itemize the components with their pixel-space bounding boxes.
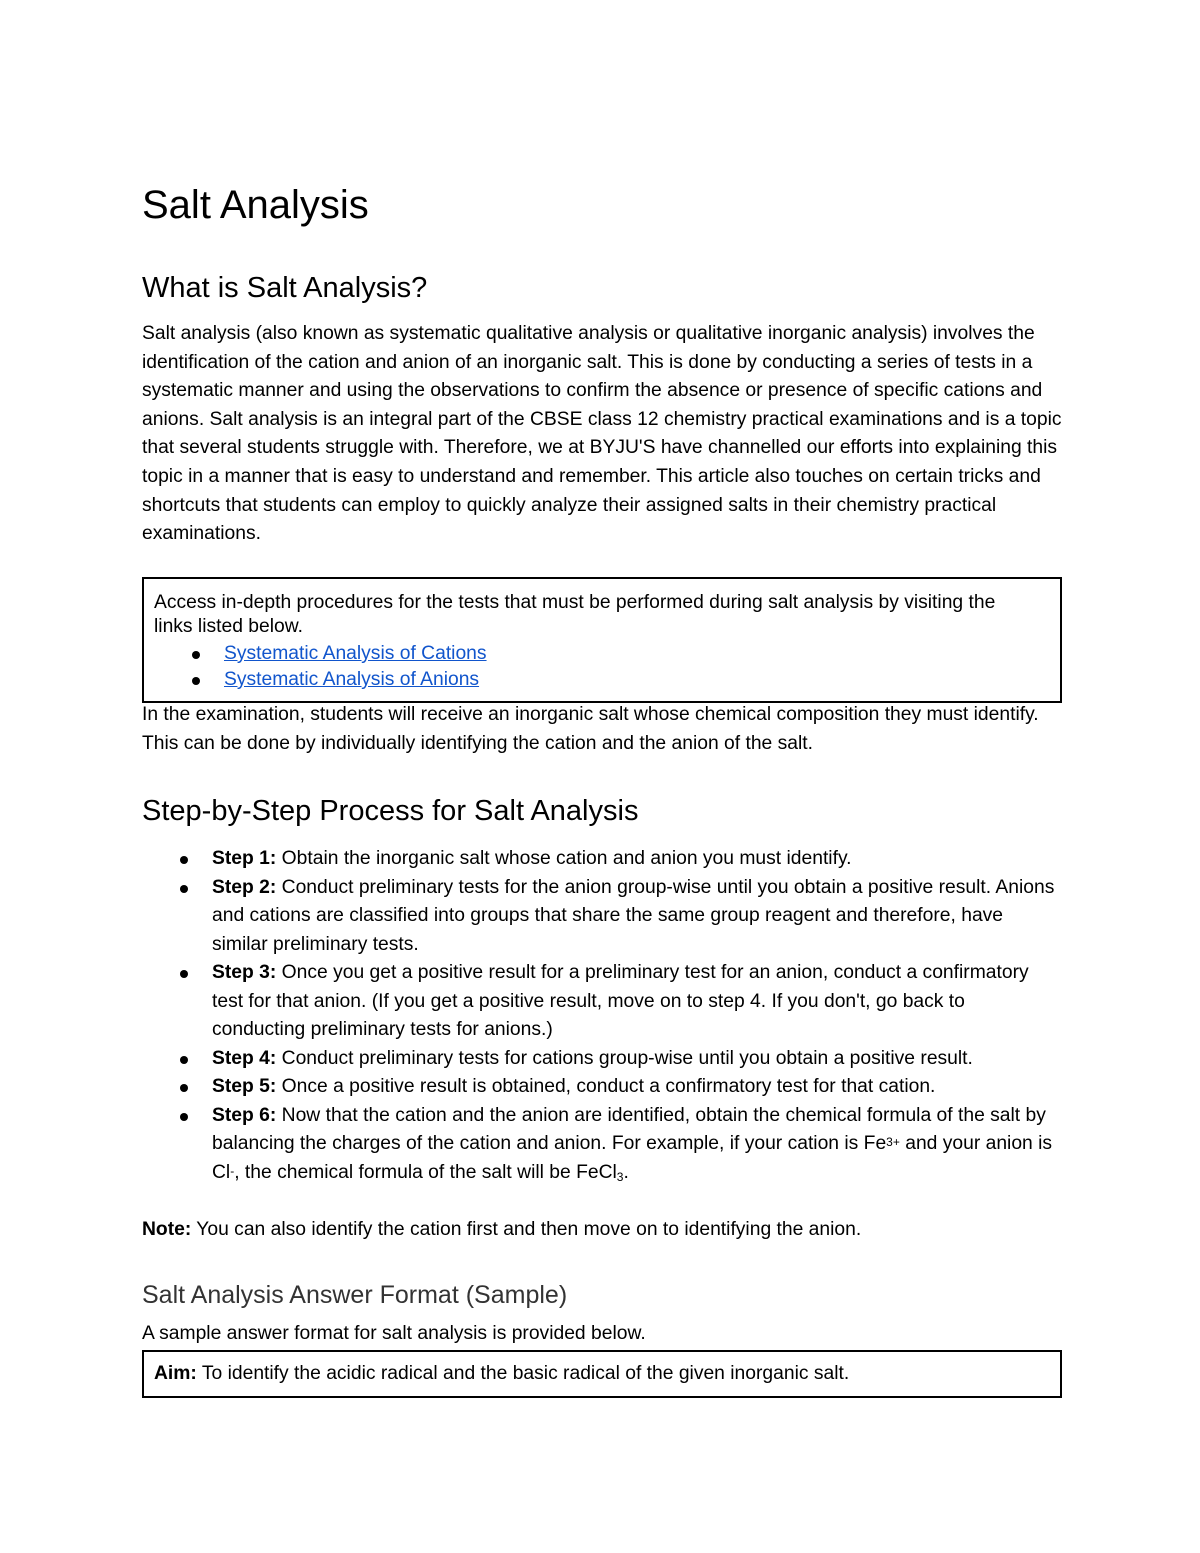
step-text: Conduct preliminary tests for cations group-wise until you obtain a positive result. (276, 1047, 973, 1069)
step-text: and your anion is Cl (212, 1133, 1053, 1183)
aim-text: To identify the acidic radical and the basic radical of the given inorganic salt. (196, 1363, 850, 1384)
list-item (154, 667, 487, 693)
list-item (142, 874, 1062, 960)
bullet-icon (180, 885, 188, 893)
step-label: Step 3: (212, 962, 277, 983)
step-text: Conduct preliminary tests for the anion group-wise until you obtain a positive result. Anions and cations are classified into groups that share the same group reagent and therefore, have similar preliminary tests. (212, 876, 1055, 955)
after-box-paragraph: In the examination, students will receive an inorganic salt whose chemical composition they must identify. This can be done by individually identifying the cation and the anion of the salt. (142, 704, 1039, 754)
links-box-intro: Access in-depth procedures for the tests that must be performed during salt analysis by visiting the links listed below. (154, 592, 996, 637)
page-title: Salt Analysis (142, 183, 369, 227)
list-item (142, 1102, 1062, 1189)
bullet-icon (180, 1113, 188, 1121)
list-item (142, 1073, 1062, 1102)
bullet-icon (180, 970, 188, 978)
answer-format-paragraph: A sample answer format for salt analysis is provided below. (142, 1323, 646, 1344)
note-paragraph (142, 1216, 861, 1244)
links-list (154, 641, 487, 693)
link-cations[interactable]: Systematic Analysis of Cations (224, 643, 487, 664)
note-text: You can also identify the cation first and then move on to identifying the anion. (191, 1219, 862, 1240)
step-label: Step 2: (212, 876, 277, 898)
section-heading-what-is: What is Salt Analysis? (142, 272, 428, 304)
link-anions[interactable]: Systematic Analysis of Anions (224, 669, 480, 690)
section-heading-answer-format: Salt Analysis Answer Format (Sample) (142, 1281, 568, 1309)
aim-box (142, 1350, 1062, 1398)
bullet-icon (180, 1084, 188, 1092)
bullet-icon (192, 677, 200, 685)
list-item (142, 845, 1062, 874)
intro-paragraph: Salt analysis (also known as systematic qualitative analysis or qualitative inorganic analysis) involves the identification of the cation and anion of an inorganic salt. This is done by conducting a series of tests in a systematic manner and using the observations to confirm the absence or presence of specific cations and anions. Salt analysis is an integral part of the CBSE class 12 chemistry practical examinations and is a topic that several students struggle with. Therefore, we at BYJU'S have channelled our efforts into explaining this topic in a manner that is easy to understand and remember. This article also touches on certain tricks and shortcuts that students can employ to quickly analyze their assigned salts in their chemistry practical examinations. (142, 323, 1062, 545)
aim-label: Aim: (154, 1363, 197, 1384)
list-item (154, 641, 487, 667)
bullet-icon (192, 651, 200, 659)
step-label: Step 6: (212, 1104, 277, 1126)
step-text: Once a positive result is obtained, conduct a confirmatory test for that cation. (276, 1076, 936, 1097)
list-item (142, 1045, 1062, 1074)
list-item (142, 959, 1062, 1045)
section-heading-steps: Step-by-Step Process for Salt Analysis (142, 795, 639, 827)
bullet-icon (180, 1056, 188, 1064)
step-text: , the chemical formula of the salt will be FeCl (234, 1161, 617, 1183)
steps-list (142, 845, 1062, 1188)
bullet-icon (180, 856, 188, 864)
step-text: Once you get a positive result for a preliminary test for an anion, conduct a confirmatory test for that anion. (If you get a positive result, move on to step 4. If you don't, go back to conducting preliminary tests for anions.) (212, 962, 1029, 1040)
note-label: Note: (142, 1219, 192, 1240)
step-label: Step 4: (212, 1047, 277, 1069)
step-label: Step 1: (212, 848, 277, 869)
step-text: Obtain the inorganic salt whose cation and anion you must identify. (276, 848, 852, 869)
step-text: Now that the cation and the anion are identified, obtain the chemical formula of the salt by balancing the charges of the cation and anion. For example, if your cation is Fe (212, 1104, 1046, 1154)
aim-paragraph (154, 1361, 849, 1387)
charge-superscript: - (230, 1163, 235, 1178)
charge-superscript: 3+ (886, 1135, 900, 1149)
step-text: . (623, 1161, 629, 1183)
links-box (142, 577, 1062, 703)
formula-subscript: 3 (616, 1169, 624, 1184)
step-label: Step 5: (212, 1076, 277, 1097)
